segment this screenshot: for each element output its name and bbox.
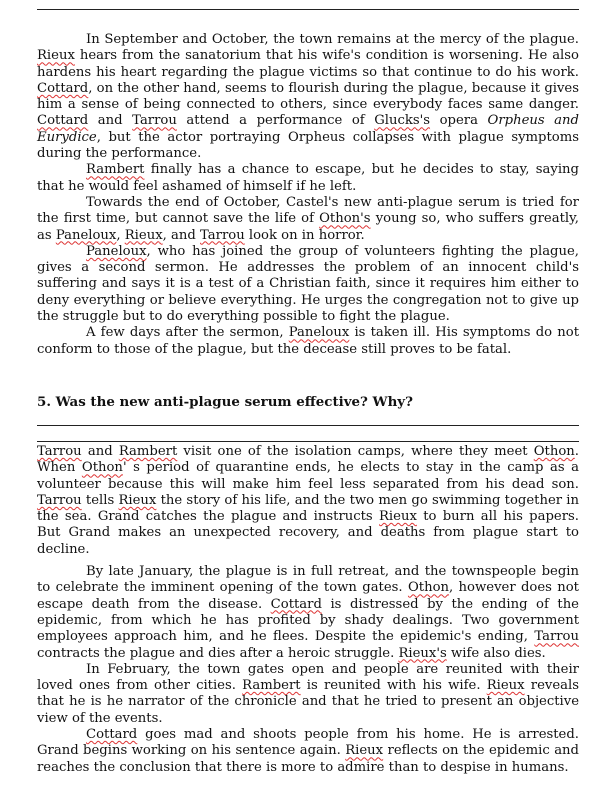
paragraph-3: Towards the end of October, Castel's new anti-plague serum is tried for the first time, but cannot save the life of Othon's young so, who suffers greatly, as Paneloux, Rieux, and Tarrou look on in horror. [37,194,579,243]
top-rule [37,9,579,10]
paragraph-9: Cottard goes mad and shoots people from his home. He is arrested. Grand begins working on his sentence again. Rieux reflects on the epidemic and reaches the conclusion that there is more to admire than to despise in humans. [37,727,579,775]
section-1 [37,32,579,358]
question-5: 5. Was the new anti-plague serum effective? Why? [37,394,413,410]
paragraph-6: Tarrou and Rambert visit one of the isolation camps, where they meet Othon. When Othon' s period of quarantine ends, he elects to stay in the camp as a volunteer because this will make him feel less separated from his dead son. Tarrou tells Rieux the story of his life, and the two men go swimming together in the sea. Grand catches the plague and instructs Rieux to burn all his papers. But Grand makes an unexpected recovery, and deaths from plague start to decline. [37,444,579,557]
answer-line-1 [37,425,579,426]
paragraph-7: By late January, the plague is in full retreat, and the townspeople begin to celebrate the imminent opening of the town gates. Othon, however does not escape death from the disease. Cottard is distressed by the ending of the epidemic, from which he has profited by shady dealings. Two government employees approach him, and he flees. Despite the epidemic's ending, Tarrou contracts the plague and dies after a heroic struggle. Rieux's wife also dies. [37,564,579,661]
paragraph-8: In February, the town gates open and people are reunited with their loved ones from other cities. Rambert is reunited with his wife. Rieux reveals that he is he narrator of the chronicle and that he tried to present an objective view of the events. [37,661,579,726]
answer-line-2 [37,441,579,442]
paragraph-1: In September and October, the town remains at the mercy of the plague. Rieux hears from the sanatorium that his wife's condition is worsening. He also hardens his heart regarding the plague victims so that continue to do his work. Cottard, on the other hand, seems to flourish during the plague, because it gives him a sense of being connected to others, since everybody faces same danger. Cottard and Tarrou attend a performance of Glucks's opera Orpheus and Eurydice, but the actor portraying Orpheus collapses with plague symptoms during the performance. [37,32,579,162]
paragraph-5: A few days after the sermon, Paneloux is taken ill. His symptoms do not conform to those of the plague, but the decease still proves to be fatal. [37,325,579,357]
section-2 [37,444,579,776]
paragraph-2: Rambert finally has a chance to escape, but he decides to stay, saying that he would feel ashamed of himself if he left. [37,162,579,194]
paragraph-4: Paneloux, who has joined the group of volunteers fighting the plague, gives a second sermon. He addresses the problem of an innocent child's suffering and says it is a test of a Christian faith, since it requires him either to deny everything or believe everything. He urges the congregation not to give up the struggle but to do everything possible to fight the plague. [37,243,579,325]
